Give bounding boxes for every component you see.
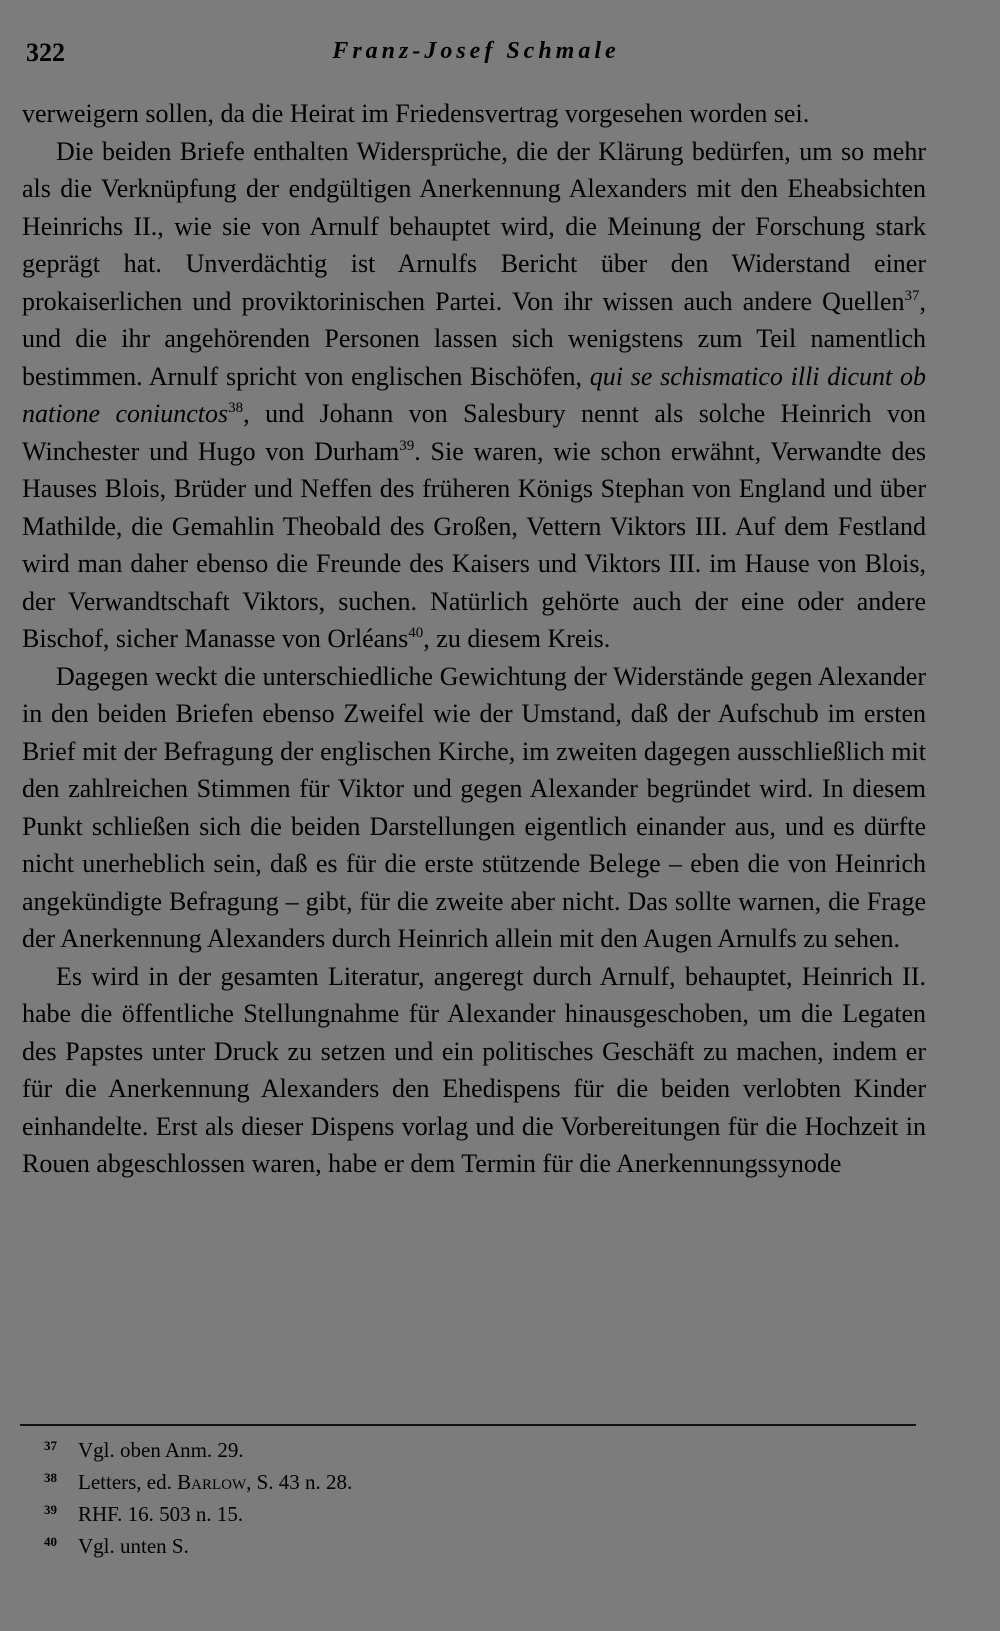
footnote-number: 39 (44, 1502, 57, 1517)
footnote-number: 37 (44, 1438, 57, 1453)
author-name: Barlow (177, 1470, 247, 1494)
footnote (44, 1432, 904, 1464)
text-run: , zu diesem Kreis. (423, 624, 611, 653)
paragraph (22, 133, 926, 658)
footnote-number: 40 (44, 1534, 57, 1549)
footnote-number: 38 (44, 1470, 57, 1485)
text-run: Letters, ed. (78, 1470, 178, 1494)
page-header (26, 38, 926, 72)
footnote-divider (20, 1424, 916, 1426)
footnote (44, 1496, 904, 1528)
footnote (44, 1528, 904, 1560)
italic-quotation: qui se schismatico illi dicunt ob natione coniunctos (22, 361, 926, 428)
text-run: Dagegen weckt die unterschiedliche Gewichtung der Widerstände gegen Alexander in den beiden Briefen ebenso Zweifel wie der Umstand, daß der Aufschub im ersten Brief mit der Befragung der englischen Kirche, im zweiten dagegen ausschließlich mit den zahlreichen Stimmen für Viktor und gegen Alexander begründet wird. In diesem Punkt schließen sich die beiden Darstellungen eigentlich einander aus, und es dürfte nicht unerheblich sein, daß es für die erste stützende Belege – eben die von Heinrich angekündigte Befragung – gibt, für die zweite aber nicht. Das sollte warnen, die Frage der Anerkennung Alexanders durch Heinrich allein mit den Augen Arnulfs zu sehen. (22, 661, 926, 953)
text-run: Vgl. unten S. (78, 1534, 189, 1558)
page-number: 322 (26, 38, 65, 67)
footnote-reference: 38 (228, 400, 244, 416)
footnote-reference: 37 (904, 287, 920, 304)
text-run: Vgl. oben Anm. 29. (78, 1438, 244, 1462)
text-run: Es wird in der gesamten Literatur, angeregt durch Arnulf, behauptet, Heinrich II. habe die öffentliche Stellungnahme für Alexander hinausgeschoben, um die Legaten des Papstes unter Druck zu setzen und ein politisches Geschäft zu machen, indem er für die Anerkennung Alexanders den Ehedispens für die beiden verlobten Kinder einhandelte. Erst als dieser Dispens vorlag und die Vorbereitungen für die Hochzeit in Rouen abgeschlossen waren, habe er dem Termin für die Anerkennungssynode (22, 961, 926, 1178)
footnotes (44, 1432, 904, 1560)
text-run: , und Johann von Salesbury nennt als solche Heinrich von Winchester und Hugo von Durham (22, 399, 926, 466)
paragraph (22, 95, 926, 133)
paragraph (22, 958, 926, 1183)
running-title: Franz-Josef Schmale (332, 38, 620, 64)
footnote-reference: 39 (399, 437, 415, 454)
text-run: RHF. 16. 503 n. 15. (78, 1502, 244, 1526)
text-run: , und die ihr angehörenden Personen lassen sich wenigstens zum Teil namentlich bestimmen. Arnulf spricht von englischen Bischöfen, (22, 286, 926, 391)
text-run: Die beiden Briefe enthalten Widersprüche, die der Klärung bedürfen, um so mehr als die Verknüpfung der endgültigen Anerkennung Alexanders mit den Eheabsichten Heinrichs II., wie sie von Arnulf behauptet wird, die Meinung der Forschung stark geprägt hat. Unverdächtig ist Arnulfs Bericht über den Widerstand einer prokaiserlichen und proviktorinischen Partei. Von ihr wissen auch andere Quellen (22, 136, 926, 316)
body-text (22, 95, 926, 1183)
paragraph (22, 658, 926, 958)
text-run: . Sie waren, wie schon erwähnt, Verwandte des Hauses Blois, Brüder und Neffen des früheren Königs Stephan von England und über Mathilde, die Gemahlin Theobald des Großen, Vettern Viktors III. Auf dem Festland wird man daher ebenso die Freunde des Kaisers und Viktors III. im Hause von Blois, der Verwandtschaft Viktors, suchen. Natürlich gehörte auch der eine oder andere Bischof, sicher Manasse von Orléans (22, 436, 926, 653)
text-run: verweigern sollen, da die Heirat im Friedensvertrag vorgesehen worden sei. (22, 99, 810, 128)
text-run: , S. 43 n. 28. (246, 1470, 353, 1494)
footnote-reference: 40 (408, 625, 424, 641)
footnote (44, 1464, 904, 1496)
